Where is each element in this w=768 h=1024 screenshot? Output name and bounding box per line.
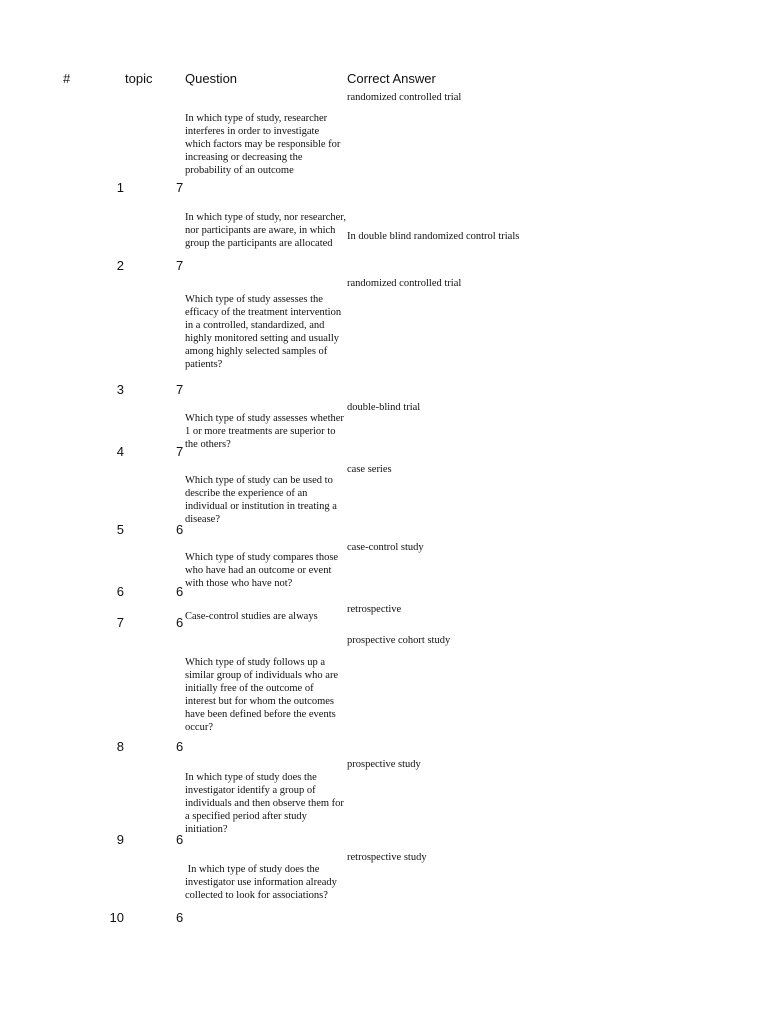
row-1-question: In which type of study, researcher interferes in order to investigate which factors may be responsible for increasing or decreasing the probability of an outcome <box>185 113 341 176</box>
row-5-num: 5 <box>116 522 124 537</box>
row-8-question: Which type of study follows up a similar group of individuals who are initially free of the outcome of interest but for whom the outcomes have been defined before the events occur? <box>185 657 339 733</box>
row-8-answer: prospective cohort study <box>347 635 451 646</box>
row-2-topic: 7 <box>176 258 184 273</box>
row-2-answer: In double blind randomized control trials <box>347 231 520 242</box>
header-topic: topic <box>125 71 153 86</box>
row-1-topic: 7 <box>176 180 184 195</box>
row-6-question: Which type of study compares those who have had an outcome or event with those who have not? <box>185 552 339 589</box>
row-9-answer: prospective study <box>347 759 421 770</box>
row-7-answer: retrospective <box>347 604 402 615</box>
row-8-num: 8 <box>116 739 124 754</box>
row-3-answer: randomized controlled trial <box>347 278 462 289</box>
row-5-question: Which type of study can be used to describe the experience of an individual or institution in treating a disease? <box>185 475 337 525</box>
row-4-num: 4 <box>116 444 124 459</box>
row-4-topic: 7 <box>176 444 184 459</box>
row-3-topic: 7 <box>176 382 184 397</box>
row-9-num: 9 <box>116 832 124 847</box>
row-10-answer: retrospective study <box>347 852 427 863</box>
row-7-topic: 6 <box>176 615 184 630</box>
row-10-question: In which type of study does the investigator use information already collected to look for associations? <box>185 864 340 901</box>
header-answer: Correct Answer <box>347 71 436 86</box>
row-3-question: Which type of study assesses the efficacy of the treatment intervention in a controlled, standardized, and highly monitored setting and usually among highly selected samples of patients? <box>185 294 342 370</box>
row-9-topic: 6 <box>176 832 184 847</box>
row-7-question: Case-control studies are always <box>185 611 318 622</box>
row-6-num: 6 <box>116 584 124 599</box>
row-1-answer: randomized controlled trial <box>347 92 462 103</box>
row-7-num: 7 <box>116 615 124 630</box>
row-6-topic: 6 <box>176 584 184 599</box>
row-9-question: In which type of study does the investigator identify a group of individuals and then observe them for a specified period after study initiation? <box>185 772 344 835</box>
row-8-topic: 6 <box>176 739 184 754</box>
row-3-num: 3 <box>116 382 124 397</box>
header-question: Question <box>185 71 238 86</box>
row-4-answer: double-blind trial <box>347 402 421 413</box>
row-5-answer: case series <box>347 464 392 475</box>
row-4-question: Which type of study assesses whether 1 or more treatments are superior to the others? <box>185 413 344 450</box>
header-num: # <box>63 71 71 86</box>
row-1-num: 1 <box>116 180 124 195</box>
row-2-question: In which type of study, nor researcher, nor participants are aware, in which group the participants are allocated <box>185 212 347 249</box>
row-2-num: 2 <box>116 258 124 273</box>
row-10-topic: 6 <box>176 910 184 925</box>
row-10-num: 10 <box>109 910 124 925</box>
row-5-topic: 6 <box>176 522 184 537</box>
row-6-answer: case-control study <box>347 542 424 553</box>
